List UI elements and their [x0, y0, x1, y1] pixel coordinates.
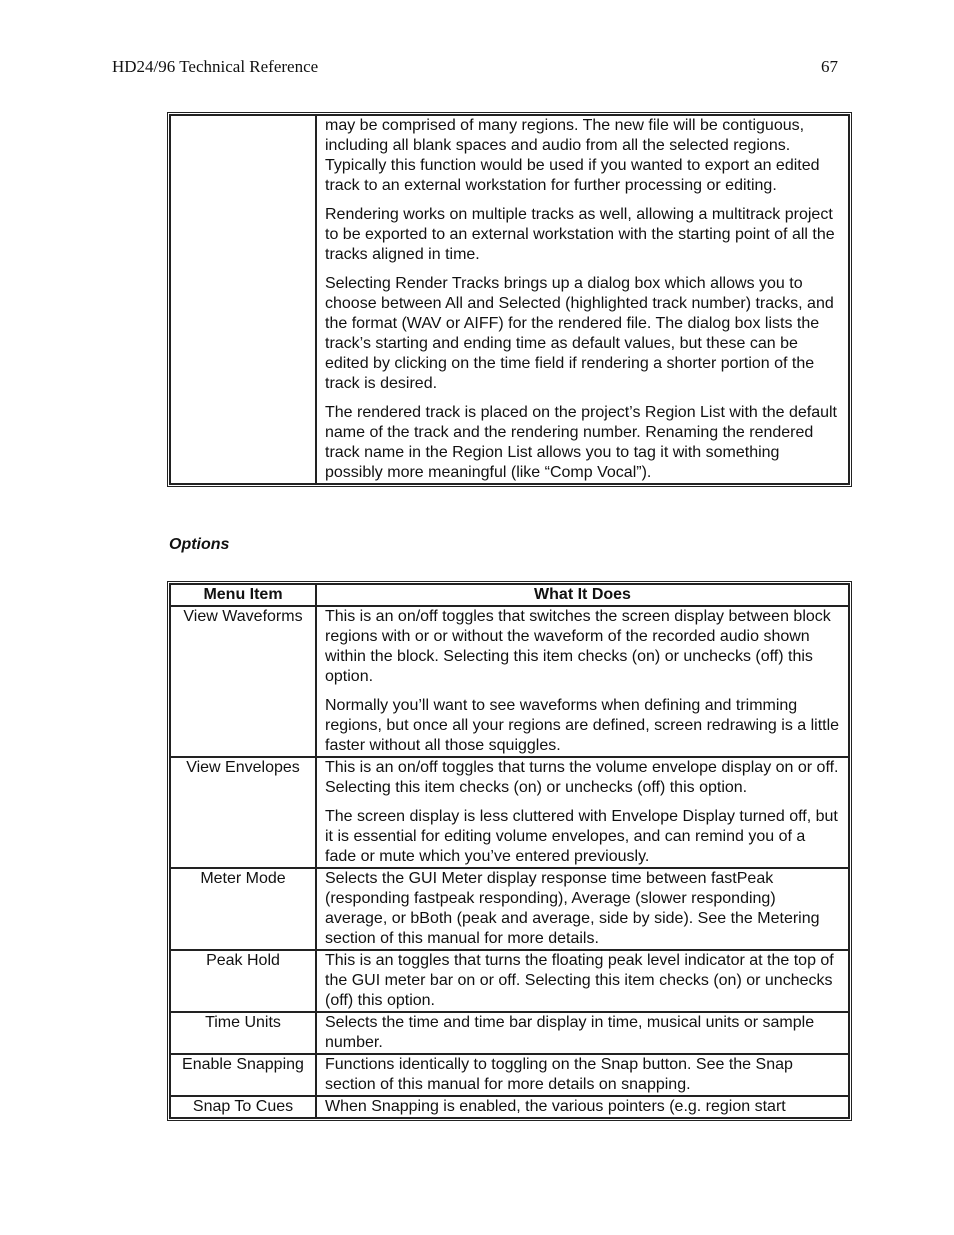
menu-item-cell: View Waveforms	[170, 606, 316, 757]
table-row	[170, 950, 849, 1012]
menu-item-cell: Snap To Cues	[170, 1096, 316, 1118]
description-cell	[316, 606, 849, 757]
table-row	[170, 115, 849, 484]
description-cell	[316, 868, 849, 950]
options-table	[167, 581, 852, 1121]
description-cell	[316, 1012, 849, 1054]
description-cell	[316, 1054, 849, 1096]
menu-item-cell: Enable Snapping	[170, 1054, 316, 1096]
column-header-menu-item: Menu Item	[170, 584, 316, 606]
table-row	[170, 757, 849, 868]
menu-item-cell: Time Units	[170, 1012, 316, 1054]
section-title: Options	[169, 536, 230, 553]
table-row	[170, 1096, 849, 1118]
menu-item-cell: Peak Hold	[170, 950, 316, 1012]
description-cell	[316, 950, 849, 1012]
menu-item-cell: Meter Mode	[170, 868, 316, 950]
page-header	[112, 57, 838, 79]
paragraph: This is an on/off toggles that turns the volume envelope display on or off. Selecting this item checks (on) or unchecks (off) this option.	[325, 759, 839, 796]
paragraph: Functions identically to toggling on the Snap button. See the Snap section of this manual for more details on snapping.	[325, 1056, 793, 1093]
description-cell	[316, 757, 849, 868]
table-row	[170, 1012, 849, 1054]
paragraph: Rendering works on multiple tracks as well, allowing a multitrack project to be exported to an external workstation with the starting point of all the tracks aligned in time.	[325, 206, 835, 263]
column-header-what-it-does: What It Does	[316, 584, 849, 606]
paragraph: The screen display is less cluttered with Envelope Display turned off, but it is essential for editing volume envelopes, and can remind you of a fade or mute which you’ve entered previously.	[325, 808, 838, 865]
table-header-row	[170, 584, 849, 606]
document-title: HD24/96 Technical Reference	[112, 57, 319, 76]
paragraph: may be comprised of many regions. The new file will be contiguous, including all blank spaces and audio from all the selected regions. Typically this function would be used if you wanted to export an edited track to an external workstation for further processing or editing.	[325, 117, 820, 194]
paragraph: Normally you’ll want to see waveforms when defining and trimming regions, but once all your regions are defined, screen redrawing is a little faster without all those squiggles.	[325, 697, 840, 754]
menu-item-cell: View Envelopes	[170, 757, 316, 868]
paragraph: The rendered track is placed on the project’s Region List with the default name of the track and the rendering number. Renaming the rendered track name in the Region List allows you to tag it with something possibly more meaningful (like “Comp Vocal”).	[325, 404, 837, 481]
table-row	[170, 606, 849, 757]
paragraph: Selects the time and time bar display in time, musical units or sample number.	[325, 1014, 815, 1051]
page-number: 67	[821, 57, 838, 76]
continued-table	[167, 112, 852, 487]
table-row	[170, 1054, 849, 1096]
description-cell	[316, 115, 849, 484]
paragraph: This is an on/off toggles that switches the screen display between block regions with or or without the waveform of the recorded audio shown within the block. Selecting this item checks (on) or unchecks (off) this option.	[325, 608, 831, 685]
menu-item-cell	[170, 115, 316, 484]
paragraph: When Snapping is enabled, the various pointers (e.g. region start	[325, 1098, 786, 1115]
table-row	[170, 868, 849, 950]
paragraph: This is an toggles that turns the floating peak level indicator at the top of the GUI meter bar on or off. Selecting this item checks (on) or unchecks (off) this option.	[325, 952, 834, 1009]
paragraph: Selecting Render Tracks brings up a dialog box which allows you to choose between All and Selected (highlighted track number) tracks, and the format (WAV or AIFF) for the rendered file. The dialog box lists the track’s starting and ending time as default values, but these can be edited by clicking on the time field if rendering a shorter portion of the track is desired.	[325, 275, 834, 392]
description-cell	[316, 1096, 849, 1118]
paragraph: Selects the GUI Meter display response time between fastPeak (responding fastpeak responding), Average (slower responding) average, or bBoth (peak and average, side by side). See the Metering section of this manual for more details.	[325, 870, 820, 947]
